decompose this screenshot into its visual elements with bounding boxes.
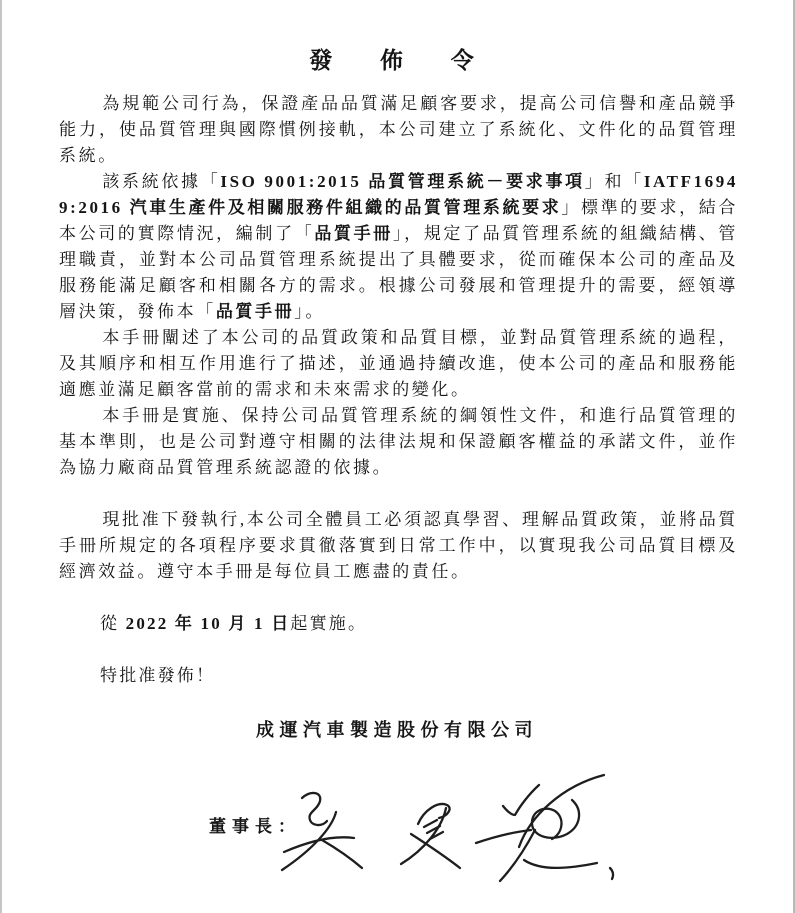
date-prefix: 從 (100, 614, 126, 633)
text-segment: 該系統依據「 (102, 172, 221, 191)
manual-title: 品質手冊 (215, 302, 295, 321)
text-segment: 」，規定了品質管理系統的組織結構、管理職責，並對本公司品質管理系統提出了具體要求，從而確保本公司的產品及服務能滿足顧客和相關各方的需求。根據公司發展和管理提升的需要，經領導層決策，發佈本「 (59, 224, 738, 321)
text-segment: 」。 (294, 302, 325, 321)
document-content (2, 0, 793, 743)
text-segment: 」和「 (584, 172, 644, 191)
date-suffix: 起實施。 (290, 614, 368, 633)
standard-name-iatf: IATF16949:2016 汽車生產件及相關服務件組織的品質管理系統要求 (59, 172, 738, 217)
manual-title: 品質手冊 (314, 224, 393, 243)
signer-title-label: 董事長： (209, 817, 301, 836)
text-segment: 本手冊是實施、保持公司品質管理系統的綱領性文件，和進行品質管理的基本準則，也是公司對遵守相關的法律法規和保證顧客權益的承諾文件，並作為協力廠商品質管理系統認證的依據。 (59, 406, 738, 477)
paragraph-standards-basis (59, 169, 738, 325)
company-name: 成運汽車製造股份有限公司 (256, 720, 538, 740)
signature-block (59, 748, 742, 908)
paragraph-manual-description (59, 325, 738, 403)
effective-date-line (59, 611, 738, 637)
approval-note: 特批准發佈！ (100, 666, 216, 685)
effective-date: 2022 年 10 月 1 日 (125, 614, 291, 633)
text-segment: 為規範公司行為，保證產品品質滿足顧客要求，提高公司信譽和產品競爭能力，使品質管理與國際慣例接軌，本公司建立了系統化、文件化的品質管理系統。 (59, 94, 738, 165)
text-segment: 」標準的要求，結合本公司的實際情況，編制了「 (59, 198, 738, 243)
chairman-signature (272, 754, 622, 899)
paragraph-directive (59, 507, 738, 585)
text-segment: 本手冊闡述了本公司的品質政策和品質目標，並對品質管理系統的過程，及其順序和相互作用進行了描述，並通過持續改進，使本公司的產品和服務能適應並滿足顧客當前的需求和未來需求的變化。 (59, 328, 738, 399)
document-title: 發 佈 令 (309, 48, 488, 73)
standard-name-iso: ISO 9001:2015 品質管理系統－要求事項 (220, 172, 585, 191)
text-segment: 現批准下發執行,本公司全體員工必須認真學習、理解品質政策，並將品質手冊所規定的各項程序要求貫徹落實到日常工作中，以實現我公司品質目標及經濟效益。遵守本手冊是每位員工應盡的責任。 (59, 510, 738, 581)
paragraph-manual-purpose (59, 403, 738, 481)
paragraph-intro (59, 91, 738, 169)
